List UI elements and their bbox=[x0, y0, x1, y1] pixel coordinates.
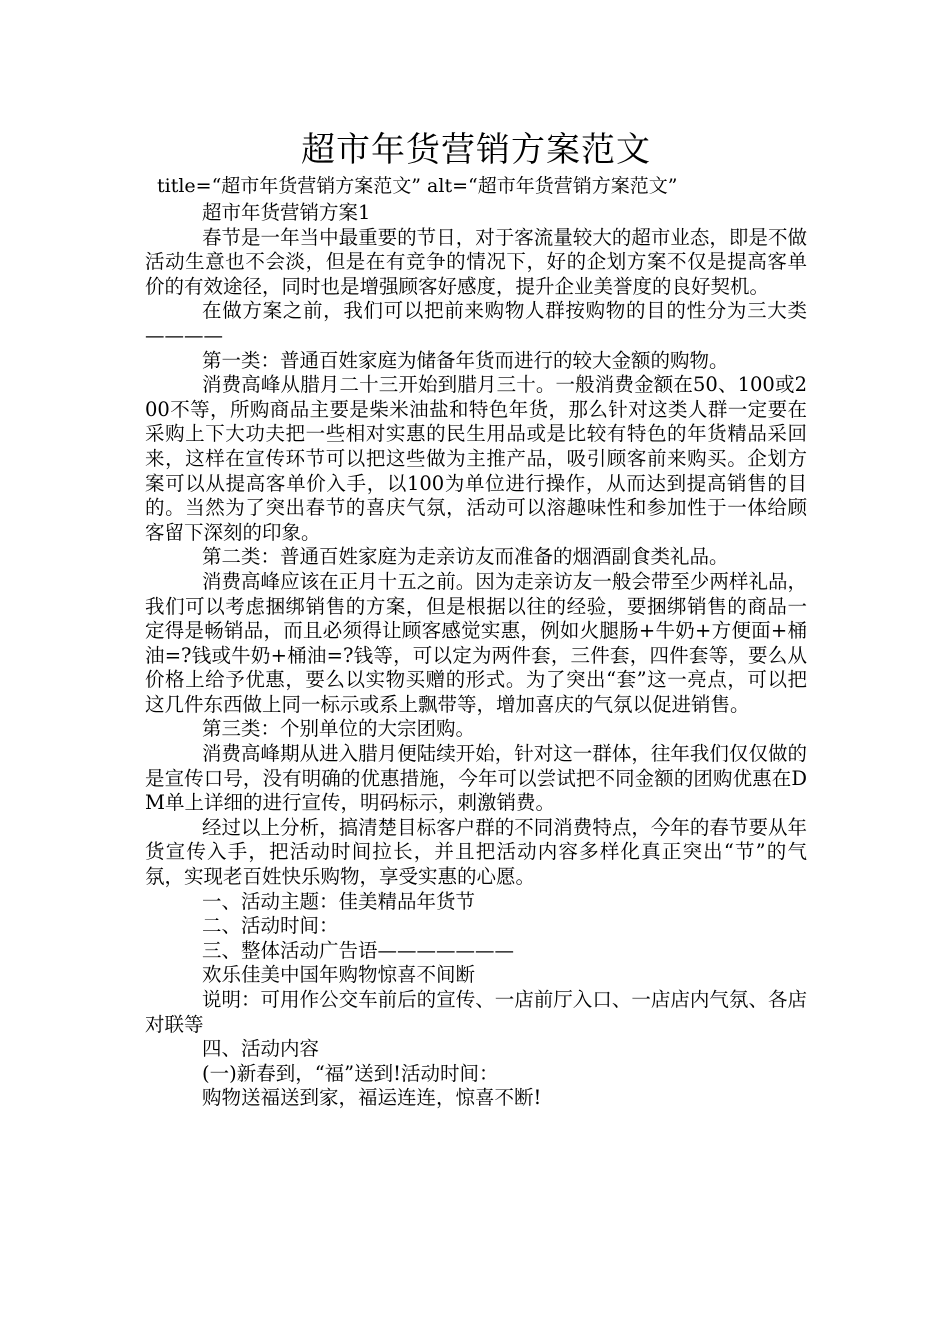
list-item: (一)新春到，“福”送到!活动时间： bbox=[202, 1061, 499, 1085]
list-item: 一、活动主题：佳美精品年货节 bbox=[202, 889, 476, 913]
document-title: 超市年货营销方案范文 bbox=[301, 130, 651, 170]
paragraph: 经过以上分析，搞清楚目标客户群的不同消费特点，今年的春节要从年货宣传入手，把活动时间拉长，并且把活动内容多样化真正突出“节”的气氛，实现老百姓快乐购物，享受实惠的心愿。 bbox=[145, 815, 807, 889]
paragraph: 欢乐佳美中国年购物惊喜不间断 bbox=[202, 963, 476, 987]
section-heading: 超市年货营销方案1 bbox=[202, 201, 371, 224]
paragraph: 第一类：普通百姓家庭为储备年货而进行的较大金额的购物。 bbox=[202, 348, 729, 372]
paragraph: 消费高峰期从进入腊月便陆续开始，针对这一群体，往年我们仅仅做的是宣传口号，没有明确的优惠措施，今年可以尝试把不同金额的团购优惠在DM单上详细的进行宣传，明码标示，刺激销费。 bbox=[145, 742, 807, 815]
list-item: 三、整体活动广告语——————— bbox=[202, 938, 515, 962]
paragraph: 消费高峰应该在正月十五之前。因为走亲访友一般会带至少两样礼品，我们可以考虑捆绑销售的方案，但是根据以往的经验，要捆绑销售的商品一定得是畅销品，而且必须得让顾客感觉实惠，例如火腿肠+牛奶+方便面+桶油=?钱或牛奶+桶油=?钱等，可以定为两件套，三件套，四件套等，要么从价格上给予优惠，要么以实物买赠的形式。为了突出“套”这一亮点，可以把这几件东西做上同一标示或系上飘带等，增加喜庆的气氛以促进销售。 bbox=[145, 569, 807, 716]
meta-attributes-line: title=“超市年货营销方案范文” alt=“超市年货营销方案范文” bbox=[157, 175, 678, 197]
document-page bbox=[145, 128, 807, 1111]
paragraph: 消费高峰从腊月二十三开始到腊月三十。一般消费金额在50、100或200不等，所购商品主要是柴米油盐和特色年货，那么针对这类人群一定要在采购上下大功夫把一些相对实惠的民生用品或是比较有特色的年货精品采回来，这样在宣传环节可以把这些做为主推产品，吸引顾客前来购买。企划方案可以从提高客单价入手，以100为单位进行操作，从而达到提高销售的目的。当然为了突出春节的喜庆气氛，活动可以溶趣味性和参加性于一体给顾客留下深刻的印象。 bbox=[145, 373, 807, 544]
paragraph: 春节是一年当中最重要的节日，对于客流量较大的超市业态，即是不做活动生意也不会淡，但是在有竞争的情况下，好的企划方案不仅是提高客单价的有效途径，同时也是增强顾客好感度，提升企业美誉度的良好契机。 bbox=[145, 225, 807, 298]
paragraph: 第三类：个别单位的大宗团购。 bbox=[202, 717, 476, 741]
paragraph: 购物送福送到家，福运连连，惊喜不断! bbox=[202, 1086, 542, 1110]
list-item: 二、活动时间： bbox=[202, 914, 339, 938]
paragraph: 说明：可用作公交车前后的宣传、一店前厅入口、一店店内气氛、各店对联等 bbox=[145, 988, 807, 1036]
paragraph: 在做方案之前，我们可以把前来购物人群按购物的目的性分为三大类———— bbox=[145, 299, 807, 347]
paragraph: 第二类：普通百姓家庭为走亲访友而准备的烟酒副食类礼品。 bbox=[202, 545, 729, 569]
list-item: 四、活动内容 bbox=[202, 1037, 320, 1061]
